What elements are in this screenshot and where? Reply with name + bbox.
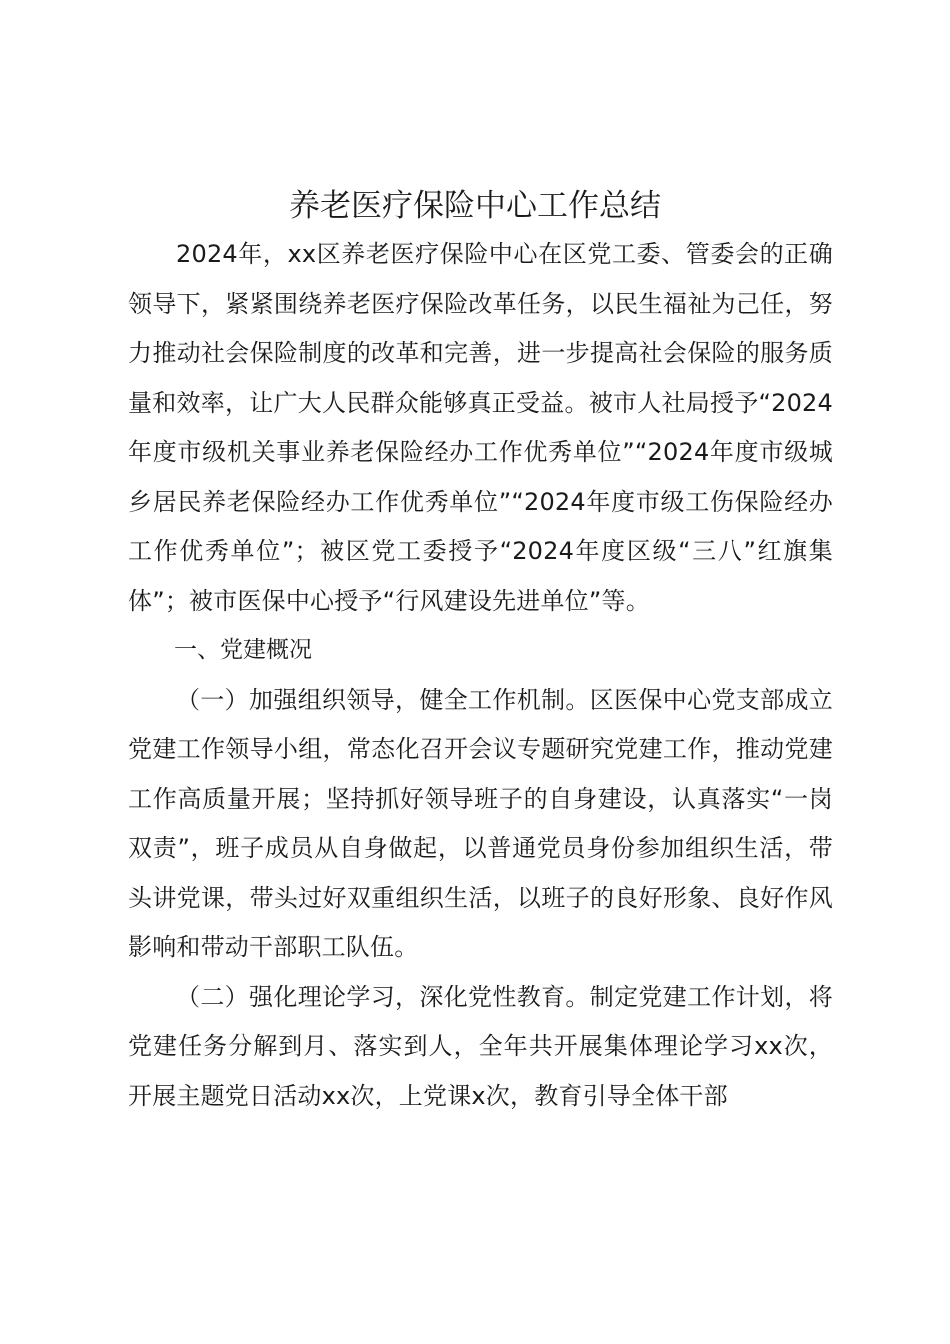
document-title: 养老医疗保险中心工作总结: [289, 188, 661, 224]
intro-paragraph: 2024年，xx区养老医疗保险中心在区党工委、管委会的正确领导下，紧紧围绕养老医疗保险改革任务，以民生福祉为己任，努力推动社会保险制度的改革和完善，进一步提高社会保险的服务质量和效率，让广大人民群众能够真正受益。被市人社局授予“2024年度市级机关事业养老保险经办工作优秀单位”“2024年度市级城乡居民养老保险经办工作优秀单位”“2024年度市级工伤保险经办工作优秀单位”；被区党工委授予“2024年度区级“三八”红旗集体”；被市医保中心授予“行风建设先进单位”等。: [128, 240, 833, 615]
body-paragraph: （一）加强组织领导，健全工作机制。区医保中心党支部成立党建工作领导小组，常态化召开会议专题研究党建工作，推动党建工作高质量开展；坚持抓好领导班子的自身建设，认真落实“一岗双责”，班子成员从自身做起，以普通党员身份参加组织生活，带头讲党课，带头过好双重组织生活，以班子的良好形象、良好作风影响和带动干部职工队伍。: [128, 685, 833, 961]
document-body: [128, 230, 833, 1121]
body-paragraph: （二）强化理论学习，深化党性教育。制定党建工作计划，将党建任务分解到月、落实到人，全年共开展集体理论学习xx次，开展主题党日活动xx次，上党课x次，教育引导全体干部: [128, 982, 833, 1110]
section-heading: 一、党建概况: [174, 637, 312, 663]
